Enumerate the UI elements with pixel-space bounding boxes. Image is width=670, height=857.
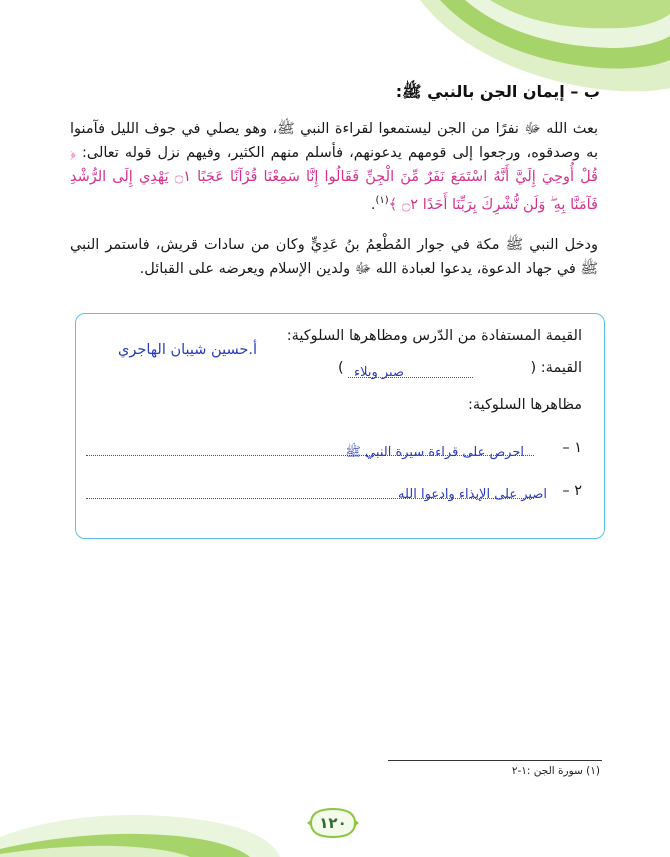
footnote-ref: (١) (375, 195, 389, 206)
page-number: ١٢٠ (319, 814, 347, 832)
value-label: القيمة: ( (530, 360, 582, 376)
activity-box (75, 313, 605, 539)
page-number-badge (305, 806, 361, 840)
teacher-name: أ.حسين شيبان الهاجري (118, 342, 257, 358)
section-heading: ب – إيمان الجن بالنبي ﷺ: (395, 82, 600, 101)
activity-title: القيمة المستفادة من الدّرس ومظاهرها السلوكية: (286, 328, 582, 344)
item1-answer[interactable]: احرص على قراءة سيرة النبي ﷺ (345, 445, 524, 460)
paragraph-mutim: ودخل النبي ﷺ مكة في جوار المُطْعِمُ بنُ عَدِيٍّ وكان من سادات قريش، فاستمر النبي ﷺ في جهاد الدعوة، يدعوا لعبادة الله ﷻ ولدين الإسلام ويعرضه على القبائل. (70, 237, 598, 277)
item2-answer[interactable]: اصبر على الإيذاء وادعوا الله (398, 487, 547, 502)
footnote-separator (388, 760, 602, 761)
paragraph-intro: بعث الله ﷻ نفرًا من الجن ليستمعوا لقراءة النبي ﷺ، وهو يصلي في جوف الليل فآمنوا به وصدقوه، ورجعوا إلى قومهم يدعونهم، فأسلم منهم الكثير، وفيهم نزل قوله تعالى: (70, 121, 598, 161)
item2-number: ٢ – (562, 483, 582, 499)
paragraph-jinn-belief (70, 117, 598, 217)
manifestations-label: مظاهرها السلوكية: (467, 397, 582, 413)
value-answer[interactable]: صبر وبلاء (353, 365, 404, 380)
paragraph-end: . (370, 196, 376, 213)
value-close: ) (338, 360, 344, 376)
footnote: (١) سورة الجن :١-٢ (511, 765, 600, 777)
bottom-corner-decoration (0, 737, 280, 857)
item1-number: ١ – (562, 440, 582, 456)
quran-verse: ﴿ قُلْ أُوحِيَ إِلَيَّ أَنَّهُ اسْتَمَعَ نَفَرٌ مِّنَ الْجِنِّ فَقَالُوا إِنَّا سَمِعْنَا قُرْآنًا عَجَبًا ۝١ يَهْدِي إِلَى الرُّشْدِ فَآمَنَّا بِهِ ۖ وَلَن نُّشْرِكَ بِرَبِّنَا أَحَدًا ۝٢ ﴾ (70, 145, 598, 213)
